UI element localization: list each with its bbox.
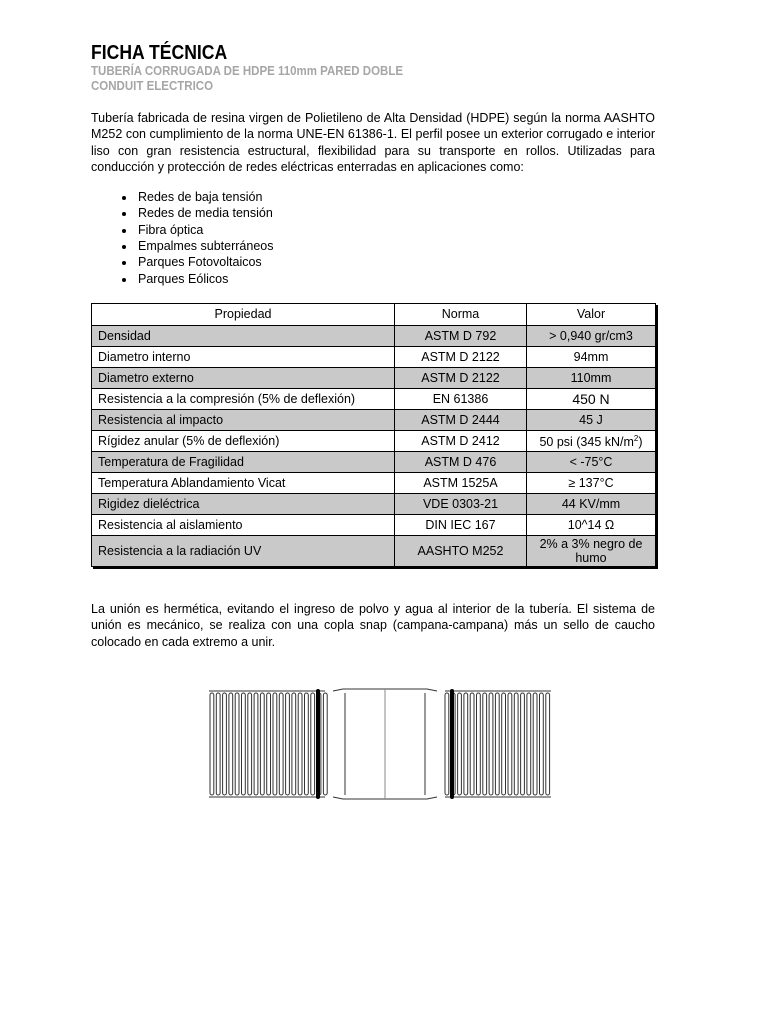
valor-superscript: 2 <box>633 434 639 444</box>
cell-prop: Resistencia al aislamiento <box>92 514 395 535</box>
pipe-rib <box>267 693 271 795</box>
pipe-rib <box>223 693 227 795</box>
cell-norma: AASHTO M252 <box>395 535 527 566</box>
header-propiedad: Propiedad <box>92 303 395 325</box>
union-paragraph: La unión es hermética, evitando el ingreso de polvo y agua al interior de la tubería. El sistema de unión es mecánico, se realiza con una copla snap (campana-campana) más un sello de caucho colocado en cada extremo a unir. <box>91 601 655 649</box>
pipe-rib <box>286 693 290 795</box>
pipe-coupling-illustration <box>205 685 555 805</box>
cell-prop: Diametro interno <box>92 346 395 367</box>
table-row <box>92 514 656 535</box>
table-header-row <box>92 303 656 325</box>
header-norma: Norma <box>395 303 527 325</box>
cell-valor: 44 KV/mm <box>527 493 656 514</box>
seal-right <box>450 689 454 799</box>
pipe-rib <box>483 693 487 795</box>
cell-norma: ASTM D 476 <box>395 451 527 472</box>
pipe-rib <box>311 693 315 795</box>
cell-norma: DIN IEC 167 <box>395 514 527 535</box>
cell-norma: ASTM 1525A <box>395 472 527 493</box>
pipe-rib <box>216 693 220 795</box>
pipe-rib <box>521 693 525 795</box>
pipe-rib <box>298 693 302 795</box>
cell-norma: ASTM D 2412 <box>395 430 527 451</box>
cell-valor: > 0,940 gr/cm3 <box>527 325 656 346</box>
valor-line-2: humo <box>575 550 607 565</box>
coupling-drawing <box>333 689 437 799</box>
left-pipe-drawing <box>209 691 327 797</box>
cell-valor: 10^14 Ω <box>527 514 656 535</box>
intro-paragraph: Tubería fabricada de resina virgen de Polietileno de Alta Densidad (HDPE) según la norma AASHTO M252 con cumplimiento de la norma UNE-EN 61386-1. El perfil posee un exterior corrugado e interior liso con gran resistencia estructural, flexibilidad para su transporte en rollos. Utilizadas para conducción y protección de redes eléctricas enterradas en aplicaciones como: <box>91 111 655 174</box>
cell-norma: ASTM D 2122 <box>395 346 527 367</box>
table-row <box>92 451 656 472</box>
cell-norma: ASTM D 2122 <box>395 367 527 388</box>
pipe-rib <box>546 693 550 795</box>
page-title: FICHA TÉCNICA <box>91 42 228 64</box>
pipe-rib <box>323 693 327 795</box>
pipe-rib <box>508 693 512 795</box>
table-row <box>92 535 656 566</box>
cell-valor <box>527 430 656 451</box>
table-row <box>92 388 656 409</box>
subtitle-line-1: TUBERÍA CORRUGADA DE HDPE 110mm PARED DOBLE <box>91 64 404 78</box>
valor-text: 50 psi (345 kN/m <box>539 435 634 450</box>
table-row <box>92 409 656 430</box>
table-row <box>92 430 656 451</box>
pipe-rib <box>470 693 474 795</box>
table-row <box>92 472 656 493</box>
pipe-rib <box>242 693 246 795</box>
cell-valor: 94mm <box>527 346 656 367</box>
pipe-rib <box>514 693 518 795</box>
cell-norma: ASTM D 792 <box>395 325 527 346</box>
cell-valor: 110mm <box>527 367 656 388</box>
cell-valor: 45 J <box>527 409 656 430</box>
list-item: • Redes de media tensión <box>136 205 655 221</box>
cell-prop: Resistencia a la radiación UV <box>92 535 395 566</box>
right-pipe-drawing <box>445 691 551 797</box>
document-page <box>91 42 655 650</box>
pipe-rib <box>489 693 493 795</box>
pipe-rib <box>210 693 214 795</box>
pipe-rib <box>305 693 309 795</box>
table-row <box>92 367 656 388</box>
cell-prop: Rigidez dieléctrica <box>92 493 395 514</box>
list-item: • Parques Fotovoltaicos <box>136 254 655 270</box>
cell-norma: ASTM D 2444 <box>395 409 527 430</box>
pipe-rib <box>279 693 283 795</box>
header-valor: Valor <box>527 303 656 325</box>
cell-prop: Temperatura Ablandamiento Vicat <box>92 472 395 493</box>
pipe-rib <box>502 693 506 795</box>
pipe-rib <box>292 693 296 795</box>
seal-left <box>316 689 320 799</box>
cell-valor: ≥ 137°C <box>527 472 656 493</box>
pipe-rib <box>458 693 462 795</box>
pipe-rib <box>260 693 264 795</box>
pipe-rib <box>248 693 252 795</box>
valor-end: ) <box>638 435 643 450</box>
pipe-rib <box>540 693 544 795</box>
pipe-rib <box>229 693 233 795</box>
pipe-rib <box>464 693 468 795</box>
cell-prop: Densidad <box>92 325 395 346</box>
pipe-rib <box>254 693 258 795</box>
table-row <box>92 493 656 514</box>
cell-prop: Resistencia a la compresión (5% de deflexión) <box>92 388 395 409</box>
list-item: • Empalmes subterráneos <box>136 238 655 254</box>
properties-table <box>91 303 656 567</box>
pipe-rib <box>533 693 537 795</box>
applications-list <box>91 189 655 287</box>
cell-norma: VDE 0303-21 <box>395 493 527 514</box>
valor-line-1: 2% a 3% negro de <box>539 536 643 551</box>
pipe-rib <box>273 693 277 795</box>
cell-prop: Rígidez anular (5% de deflexión) <box>92 430 395 451</box>
cell-norma: EN 61386 <box>395 388 527 409</box>
cell-valor <box>527 535 656 566</box>
table-row <box>92 325 656 346</box>
table-row <box>92 346 656 367</box>
pipe-rib <box>235 693 239 795</box>
subtitle-line-2: CONDUIT ELECTRICO <box>91 79 214 93</box>
pipe-rib <box>477 693 481 795</box>
list-item: • Fibra óptica <box>136 222 655 238</box>
cell-prop: Resistencia al impacto <box>92 409 395 430</box>
pipe-rib <box>495 693 499 795</box>
cell-valor: 450 N <box>527 388 656 409</box>
pipe-rib <box>527 693 531 795</box>
cell-prop: Diametro externo <box>92 367 395 388</box>
pipe-rib <box>445 693 449 795</box>
list-item: • Parques Eólicos <box>136 271 655 287</box>
cell-valor: < -75°C <box>527 451 656 472</box>
cell-prop: Temperatura de Fragilidad <box>92 451 395 472</box>
list-item: • Redes de baja tensión <box>136 189 655 205</box>
